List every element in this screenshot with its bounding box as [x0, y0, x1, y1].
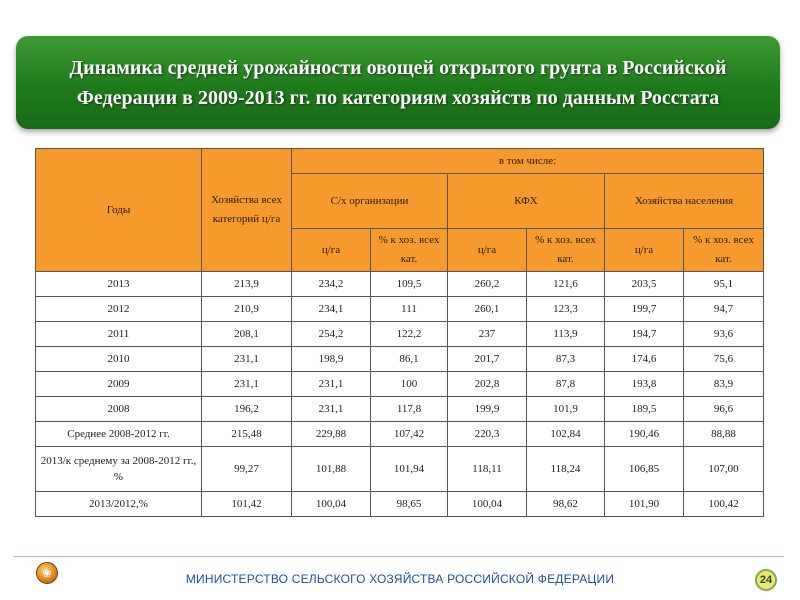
row-label: 2009: [36, 372, 202, 397]
cell-all-categories: 231,1: [202, 347, 292, 372]
header-kfh-cga: ц/га: [448, 229, 527, 272]
cell-kfh-pct: 87,3: [527, 347, 605, 372]
cell-kfh-pct: 102,84: [527, 422, 605, 447]
slide-title-line2: Федерации в 2009-2013 гг. по категориям хозяйств по данным Росстата: [76, 86, 720, 109]
cell-households-pct: 88,88: [684, 422, 764, 447]
cell-agri-orgs-cga: 231,1: [292, 372, 371, 397]
cell-kfh-cga: 260,2: [448, 272, 527, 297]
cell-agri-orgs-pct: 100: [371, 372, 448, 397]
cell-all-categories: 231,1: [202, 372, 292, 397]
header-years: Годы: [36, 149, 202, 272]
cell-households-cga: 106,85: [605, 447, 684, 492]
header-households: Хозяйства населения: [605, 174, 764, 229]
cell-agri-orgs-cga: 234,1: [292, 297, 371, 322]
cell-agri-orgs-pct: 122,2: [371, 322, 448, 347]
table-row: [36, 372, 764, 397]
cell-households-pct: 95,1: [684, 272, 764, 297]
header-agri-orgs-cga: ц/га: [292, 229, 371, 272]
header-kfh-pct: % к хоз. всех кат.: [527, 229, 605, 272]
header-households-cga: ц/га: [605, 229, 684, 272]
header-including: в том числе:: [292, 149, 764, 174]
cell-households-pct: 83,9: [684, 372, 764, 397]
cell-agri-orgs-pct: 107,42: [371, 422, 448, 447]
cell-households-cga: 199,7: [605, 297, 684, 322]
cell-households-cga: 203,5: [605, 272, 684, 297]
cell-households-pct: 94,7: [684, 297, 764, 322]
page-number: 24: [755, 569, 777, 591]
table-row: [36, 322, 764, 347]
slide-title-line1: Динамика средней урожайности овощей открытого грунта в Российской: [69, 56, 727, 79]
header-agri-orgs-pct: % к хоз. всех кат.: [371, 229, 448, 272]
cell-agri-orgs-cga: 254,2: [292, 322, 371, 347]
table-row: [36, 422, 764, 447]
cell-households-cga: 174,6: [605, 347, 684, 372]
table-body: [36, 272, 764, 517]
cell-households-cga: 189,5: [605, 397, 684, 422]
cell-all-categories: 208,1: [202, 322, 292, 347]
cell-kfh-pct: 87,8: [527, 372, 605, 397]
cell-all-categories: 101,42: [202, 492, 292, 517]
row-label: 2012: [36, 297, 202, 322]
table-row: [36, 297, 764, 322]
cell-households-pct: 93,6: [684, 322, 764, 347]
cell-agri-orgs-cga: 231,1: [292, 397, 371, 422]
header-all-categories: Хозяйства всех категорий ц/га: [202, 149, 292, 272]
cell-all-categories: 196,2: [202, 397, 292, 422]
cell-agri-orgs-pct: 109,5: [371, 272, 448, 297]
cell-agri-orgs-cga: 198,9: [292, 347, 371, 372]
table-row: [36, 447, 764, 492]
cell-households-cga: 193,8: [605, 372, 684, 397]
row-label: 2013: [36, 272, 202, 297]
table-row: [36, 347, 764, 372]
cell-all-categories: 210,9: [202, 297, 292, 322]
cell-kfh-pct: 98,62: [527, 492, 605, 517]
cell-kfh-cga: 260,1: [448, 297, 527, 322]
cell-kfh-pct: 101,9: [527, 397, 605, 422]
cell-kfh-cga: 118,11: [448, 447, 527, 492]
row-label: 2013/2012,%: [36, 492, 202, 517]
cell-households-cga: 101,90: [605, 492, 684, 517]
cell-households-pct: 100,42: [684, 492, 764, 517]
cell-agri-orgs-cga: 234,2: [292, 272, 371, 297]
cell-kfh-pct: 121,6: [527, 272, 605, 297]
footer-ministry-name: МИНИСТЕРСТВО СЕЛЬСКОГО ХОЗЯЙСТВА РОССИЙСКОЙ ФЕДЕРАЦИИ: [185, 572, 615, 586]
table-header: [36, 149, 764, 272]
cell-kfh-pct: 118,24: [527, 447, 605, 492]
cell-all-categories: 215,48: [202, 422, 292, 447]
cell-kfh-cga: 220,3: [448, 422, 527, 447]
cell-all-categories: 213,9: [202, 272, 292, 297]
cell-agri-orgs-pct: 86,1: [371, 347, 448, 372]
cell-kfh-pct: 113,9: [527, 322, 605, 347]
cell-kfh-cga: 100,04: [448, 492, 527, 517]
cell-households-cga: 194,7: [605, 322, 684, 347]
cell-all-categories: 99,27: [202, 447, 292, 492]
cell-agri-orgs-pct: 101,94: [371, 447, 448, 492]
cell-households-pct: 107,00: [684, 447, 764, 492]
cell-kfh-pct: 123,3: [527, 297, 605, 322]
cell-agri-orgs-cga: 100,04: [292, 492, 371, 517]
cell-agri-orgs-cga: 229,88: [292, 422, 371, 447]
cell-agri-orgs-pct: 98,65: [371, 492, 448, 517]
header-kfh: КФХ: [448, 174, 605, 229]
row-label: 2011: [36, 322, 202, 347]
cell-kfh-cga: 201,7: [448, 347, 527, 372]
table-row: [36, 492, 764, 517]
ministry-emblem-icon: ❀: [36, 562, 58, 584]
header-agri-orgs: С/х организации: [292, 174, 448, 229]
yield-table: [35, 148, 764, 517]
row-label: Среднее 2008-2012 гг.: [36, 422, 202, 447]
cell-kfh-cga: 202,8: [448, 372, 527, 397]
cell-households-pct: 75,6: [684, 347, 764, 372]
title-banner: [16, 36, 780, 129]
row-label: 2008: [36, 397, 202, 422]
row-label: 2010: [36, 347, 202, 372]
cell-kfh-cga: 199,9: [448, 397, 527, 422]
cell-agri-orgs-pct: 111: [371, 297, 448, 322]
footer-divider: [14, 556, 784, 557]
slide-title: [28, 53, 768, 113]
cell-households-pct: 96,6: [684, 397, 764, 422]
header-households-pct: % к хоз. всех кат.: [684, 229, 764, 272]
table-row: [36, 397, 764, 422]
cell-agri-orgs-pct: 117,8: [371, 397, 448, 422]
cell-kfh-cga: 237: [448, 322, 527, 347]
row-label: 2013/к среднему за 2008-2012 гг., %: [36, 447, 202, 492]
cell-agri-orgs-cga: 101,88: [292, 447, 371, 492]
table-row: [36, 272, 764, 297]
cell-households-cga: 190,46: [605, 422, 684, 447]
